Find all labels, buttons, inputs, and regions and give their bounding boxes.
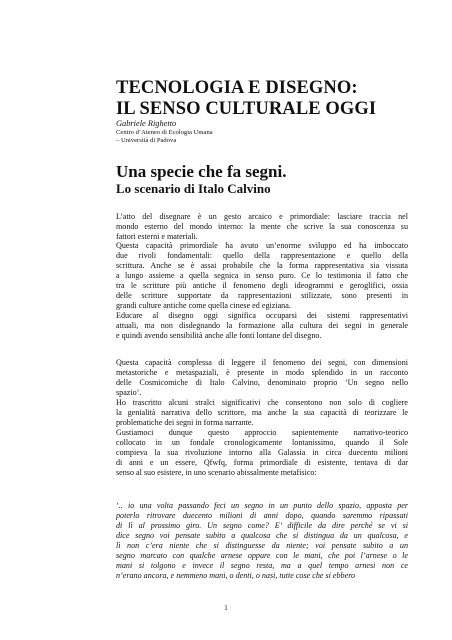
text-line: senso al suo esistere, in uno scenario abissalmente metafisico: [116, 467, 317, 477]
text-line: tra le scritture più antiche il fenomeno degli ideogrammi e geroglifici, ossia [116, 280, 408, 290]
text-line: metastoriche e metaspaziali, è presente in modo splendido in un racconto [116, 367, 408, 377]
text-line: Questa capacità complessa di leggere il fenomeno dei segni, con dimensioni [116, 358, 408, 367]
text-line: mani si tolgono e invece il segno resta, ma a quel tempo arnesi non ce [116, 560, 408, 570]
section-title: Una specie che fa segni. [116, 162, 287, 181]
text-line: compieva la sua rivoluzione intorno alla Galassia in circa duecento milioni [116, 447, 408, 457]
text-line: due rivoli fondamentali: quello della rappresentazione e quello della [116, 250, 408, 260]
text-line: n’erano ancora, e nemmeno mani, o denti, o nasi, tutte cose che si ebbero [116, 570, 356, 580]
author-name: Gabriele Righetto [116, 119, 177, 128]
text-line: lì non c’era niente che si distinguesse da niente; voi pensate subito a un [116, 540, 408, 550]
paragraph-qfwfq [116, 428, 408, 478]
text-line: problematiche dei segni in forma narrante. [116, 417, 254, 427]
paragraph-calvino [116, 358, 408, 398]
text-line: delle Cosmicomiche di Italo Calvino, denominato proprio ‘Un segno nello [116, 377, 408, 387]
text-line: scrittura. Anche se è assai probabile che la forma rappresentativa sia vissuta [116, 260, 408, 270]
title-line-2: IL SENSO CULTURALE OGGI [116, 99, 377, 119]
text-line: di lì al prossimo giro. Un segno come? E’ difficile da dire perché se vi si [116, 520, 408, 530]
document-title [116, 78, 416, 120]
text-line: Educare al disegno oggi significa occuparsi dei sistemi rappresentativi [116, 311, 408, 320]
paragraph-intro [116, 212, 408, 242]
text-line: a lungo assieme a quella segnica in senso puro. Ce lo testimonia il fatto che [116, 270, 408, 280]
text-line: mondo esterno del mondo interno: la mente che scrive la sua conoscenza su [116, 221, 408, 231]
text-line: ‘.. io una volta passando feci un segno in un punto dello spazio, apposta per [116, 501, 408, 510]
text-line: poterlo ritrovare duecento milioni di anni dopo, quando saremmo ripassati [116, 510, 408, 520]
text-line: segno marcato con qualche arnese oppure con le mani, che poi l’arnese o le [116, 550, 408, 560]
affiliation-line-2: – Università di Padova [116, 137, 177, 144]
text-line: spazio’. [116, 387, 142, 397]
text-line: attuali, ma non disdegnando la formazione alla cultura dei segni in generale [116, 320, 408, 330]
text-line: delle scritture supportate da rappresentazioni stilizzate, sono presenti in [116, 290, 408, 300]
text-line: di anni e un essere, Qfwfq, forma primordiale di esistente, tentava di dar [116, 457, 408, 467]
text-line: fattori esterni e materiali. [116, 231, 198, 241]
text-line: Ho trascritto alcuni stralci significativi che consentono non solo di cogliere [116, 398, 408, 407]
text-line: L’atto del disegnare è un gesto arcaico e primordiale: lasciare traccia nel [116, 212, 408, 221]
text-line: la genialità narrativa dello scrittore, ma anche la sua capacità di teorizzare le [116, 407, 408, 417]
text-line: Gustiamoci dunque questo approccio sapientemente narrativo-teorico [116, 428, 408, 437]
text-line: dice segno voi pensate subito a qualcosa che si distingua da un qualcosa, e [116, 530, 408, 540]
paragraph-evolution [116, 241, 408, 311]
text-line: e quindi avendo sensibilità anche alle fonti lontane del disegno. [116, 330, 322, 340]
paragraph-education [116, 311, 408, 341]
text-line: Questa capacità primordiale ha avuto un’enorme sviluppo ed ha imboccato [116, 241, 408, 250]
text-line: grandi culture antiche come quella cinese ed egiziana. [116, 300, 291, 310]
section-subtitle: Lo scenario di Italo Calvino [116, 181, 271, 196]
text-line: collocato in un fondale cronologicamente lontanissimo, quando il Sole [116, 437, 408, 447]
affiliation-line-1: Centro d’Ateneo di Ecologia Umana [116, 129, 213, 136]
paragraph-excerpts [116, 398, 408, 428]
title-line-1: TECNOLOGIA E DISEGNO: [116, 78, 358, 98]
quote-block [116, 501, 408, 581]
page-number: 1 [224, 604, 228, 612]
